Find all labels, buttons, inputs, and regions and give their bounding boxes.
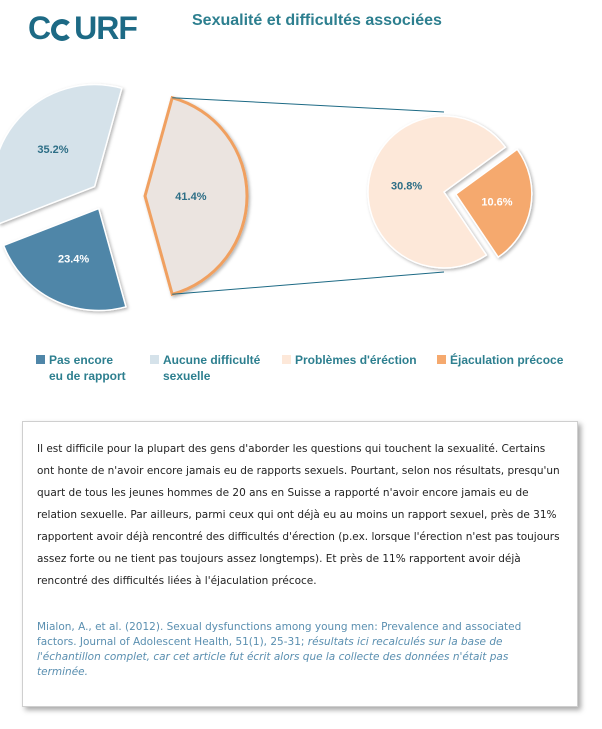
pie-label-3: 41.4% (175, 191, 207, 203)
legend-swatch-2 (150, 355, 159, 364)
legend-swatch-4 (437, 355, 446, 364)
legend-item-2 (150, 352, 260, 384)
reference (37, 620, 557, 680)
legend-label-4: Éjaculation précoce (450, 353, 564, 367)
legend-label-2b: sexuelle (163, 369, 211, 383)
reference-citation: Mialon, A., et al. (2012). Sexual dysfunctions among young men: Prevalence and associated factors. Journal of Adolescent Health, 51(1), 25-31; (37, 621, 522, 648)
reference-note: résultats ici recalculés sur la base de l'échantillon complet, car cet article fut écrit alors que la collecte des données n'était pas terminée. (37, 636, 509, 678)
legend-label-3: Problèmes d'éréction (295, 353, 417, 367)
csurf-logo: C URF (28, 10, 137, 46)
pie-of-pie-label-1: 30.8% (390, 180, 423, 193)
legend-label-1b: eu de rapport (49, 369, 126, 383)
legend-label-2a: Aucune difficulté (163, 353, 261, 367)
legend-label-1a: Pas encore (49, 353, 114, 367)
connector-line-top (172, 98, 444, 112)
legend-item-3 (282, 352, 417, 368)
legend-item-1 (36, 352, 126, 384)
legend-swatch-1 (36, 355, 45, 364)
explanation-box (22, 421, 578, 707)
pie-of-pie-chart (0, 0, 602, 340)
connector-line-bottom (172, 272, 444, 294)
explanation-paragraph: Il est difficile pour la plupart des gens d'aborder les questions qui touchent la sexualité. Certains ont honte de n'avoir encore jamais eu de rapports sexuels. Pourtant, selon nos résultats, presqu'un quart de tous les jeunes hommes de 20 ans en Suisse a rapporté n'avoir encore jamais eu de relation sexuelle. Par ailleurs, parmi ceux qui ont déjà eu au moins un rapport sexuel, près de 31% rapportent avoir déjà rencontré des difficultés d'érection (p.ex. lorsque l'érection n'est pas toujours assez forte ou ne tient pas toujours assez longtemps). Et près de 11% rapportent avoir déjà rencontré des difficultés liées à l'éjaculation précoce. (37, 443, 560, 587)
chart-title: Sexualité et difficultés associées (192, 12, 442, 29)
pie-label-2: 35.2% (37, 143, 69, 156)
legend-item-4 (437, 352, 563, 368)
pie-label-1: 23.4% (57, 253, 90, 266)
legend-swatch-3 (282, 355, 291, 364)
pie-of-pie-label-2: 10.6% (481, 196, 513, 209)
